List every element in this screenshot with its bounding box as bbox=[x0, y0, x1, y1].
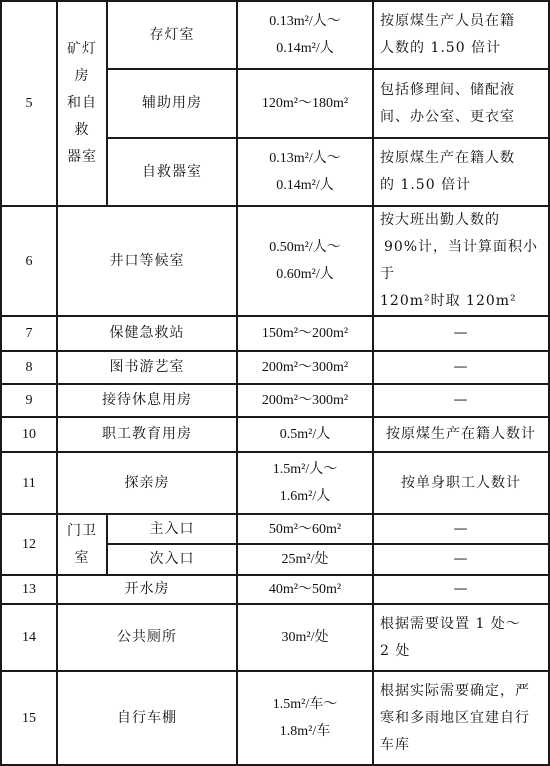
row-number: 10 bbox=[1, 417, 57, 452]
note: — bbox=[373, 544, 549, 575]
table-row bbox=[1, 316, 549, 351]
area-value: 150m²～200m² bbox=[237, 316, 373, 351]
note: — bbox=[373, 351, 549, 384]
row-number: 12 bbox=[1, 514, 57, 575]
note: 包括修理间、储配液 间、办公室、更衣室 bbox=[373, 69, 549, 138]
area-value: 0.13m²/人～ 0.14m²/人 bbox=[237, 1, 373, 69]
room-name: 探亲房 bbox=[57, 452, 237, 514]
table-row bbox=[1, 351, 549, 384]
room-name: 接待休息用房 bbox=[57, 384, 237, 417]
table-row bbox=[1, 1, 549, 69]
row-number: 13 bbox=[1, 575, 57, 604]
area-value: 120m²～180m² bbox=[237, 69, 373, 138]
note: 按原煤生产在籍人数计 bbox=[373, 417, 549, 452]
note: — bbox=[373, 316, 549, 351]
table-row bbox=[1, 452, 549, 514]
table-row bbox=[1, 514, 549, 544]
area-value: 200m²～300m² bbox=[237, 351, 373, 384]
area-value: 30m²/处 bbox=[237, 604, 373, 671]
table-row bbox=[1, 671, 549, 765]
area-value: 50m²～60m² bbox=[237, 514, 373, 544]
area-value: 200m²～300m² bbox=[237, 384, 373, 417]
room-name: 图书游艺室 bbox=[57, 351, 237, 384]
row-number: 9 bbox=[1, 384, 57, 417]
area-value: 0.50m²/人～ 0.60m²/人 bbox=[237, 206, 373, 316]
table-row bbox=[1, 575, 549, 604]
note: — bbox=[373, 575, 549, 604]
note: 根据需要设置 1 处～ 2 处 bbox=[373, 604, 549, 671]
note: — bbox=[373, 384, 549, 417]
group-label: 门卫室 bbox=[57, 514, 107, 575]
note: 根据实际需要确定，严 寒和多雨地区宜建自行 车库 bbox=[373, 671, 549, 765]
room-name: 自行车棚 bbox=[57, 671, 237, 765]
room-name: 次入口 bbox=[107, 544, 237, 575]
group-label: 矿灯房 和自救 器室 bbox=[57, 1, 107, 206]
note: 按原煤生产人员在籍 人数的 1.50 倍计 bbox=[373, 1, 549, 69]
row-number: 8 bbox=[1, 351, 57, 384]
row-number: 7 bbox=[1, 316, 57, 351]
room-name: 自救器室 bbox=[107, 138, 237, 206]
row-number: 6 bbox=[1, 206, 57, 316]
table-row bbox=[1, 417, 549, 452]
table-row bbox=[1, 604, 549, 671]
area-value: 1.5m²/车～ 1.8m²/车 bbox=[237, 671, 373, 765]
row-number: 11 bbox=[1, 452, 57, 514]
note: 按单身职工人数计 bbox=[373, 452, 549, 514]
table-row bbox=[1, 206, 549, 316]
note: 按大班出勤人数的 90%计，当计算面积小于 120m²时取 120m² bbox=[373, 206, 549, 316]
row-number: 14 bbox=[1, 604, 57, 671]
room-name: 辅助用房 bbox=[107, 69, 237, 138]
table-row bbox=[1, 384, 549, 417]
area-value: 0.13m²/人～ 0.14m²/人 bbox=[237, 138, 373, 206]
row-number: 15 bbox=[1, 671, 57, 765]
note: — bbox=[373, 514, 549, 544]
area-value: 40m²～50m² bbox=[237, 575, 373, 604]
room-name: 存灯室 bbox=[107, 1, 237, 69]
row-number: 5 bbox=[1, 1, 57, 206]
area-value: 1.5m²/人～ 1.6m²/人 bbox=[237, 452, 373, 514]
room-name: 职工教育用房 bbox=[57, 417, 237, 452]
room-name: 开水房 bbox=[57, 575, 237, 604]
room-name: 主入口 bbox=[107, 514, 237, 544]
room-name: 井口等候室 bbox=[57, 206, 237, 316]
area-value: 25m²/处 bbox=[237, 544, 373, 575]
room-name: 保健急救站 bbox=[57, 316, 237, 351]
room-name: 公共厕所 bbox=[57, 604, 237, 671]
note: 按原煤生产在籍人数 的 1.50 倍计 bbox=[373, 138, 549, 206]
area-value: 0.5m²/人 bbox=[237, 417, 373, 452]
